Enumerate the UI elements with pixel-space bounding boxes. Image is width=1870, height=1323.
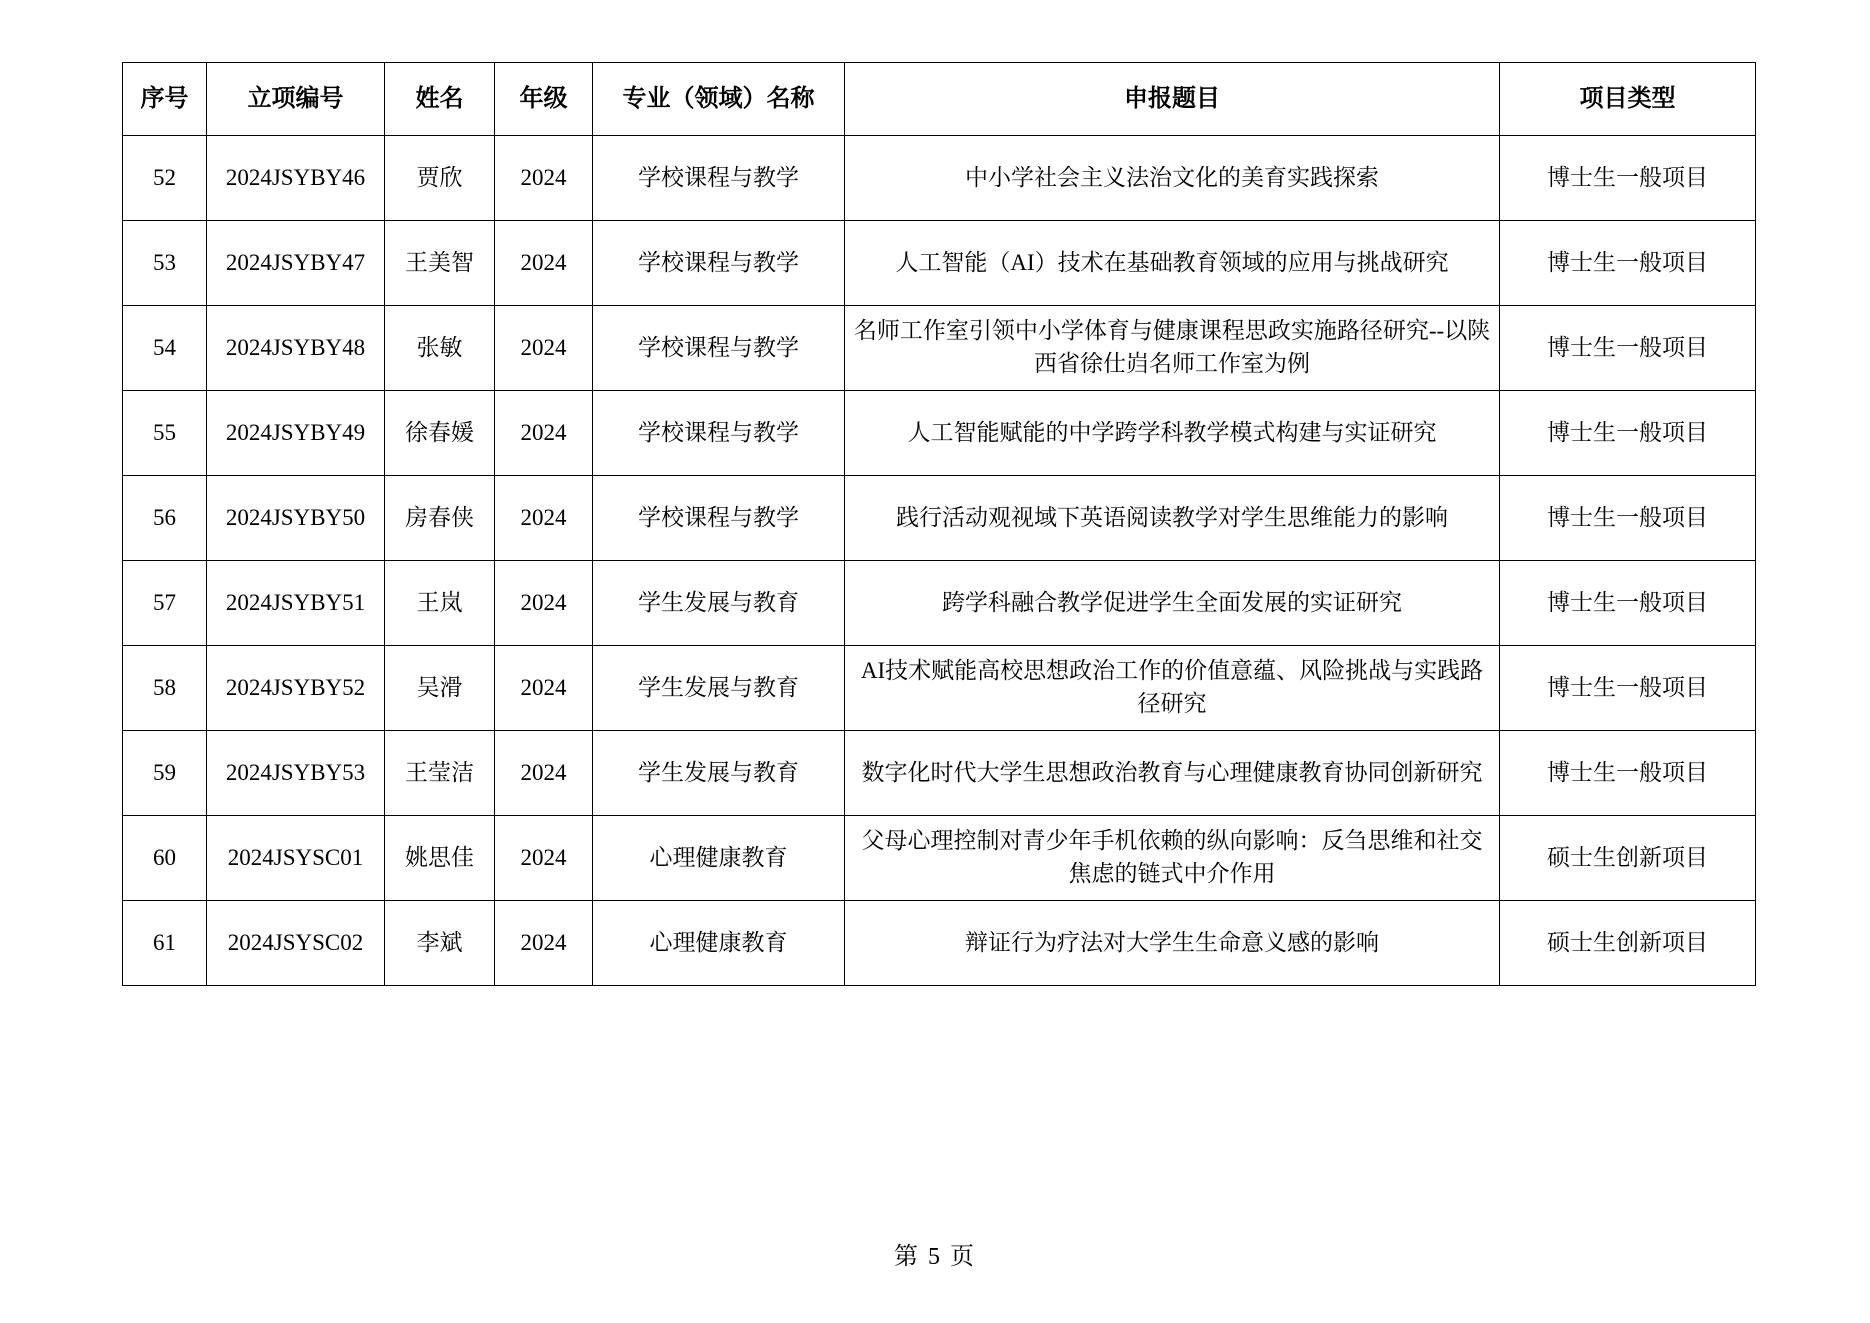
cell-name: 姚思佳 [385,816,495,901]
cell-name: 张敏 [385,306,495,391]
table-row [123,731,1756,816]
cell-seq: 56 [123,476,207,561]
cell-type: 博士生一般项目 [1500,136,1756,221]
cell-type: 博士生一般项目 [1500,561,1756,646]
table-row [123,901,1756,986]
cell-name: 王岚 [385,561,495,646]
cell-code: 2024JSYBY50 [207,476,385,561]
table-row [123,391,1756,476]
table-row [123,646,1756,731]
cell-major: 学校课程与教学 [593,391,845,476]
cell-name: 王莹洁 [385,731,495,816]
cell-title: 跨学科融合教学促进学生全面发展的实证研究 [845,561,1500,646]
cell-name: 王美智 [385,221,495,306]
cell-code: 2024JSYBY53 [207,731,385,816]
cell-name: 李斌 [385,901,495,986]
cell-title: 人工智能（AI）技术在基础教育领域的应用与挑战研究 [845,221,1500,306]
cell-type: 博士生一般项目 [1500,731,1756,816]
cell-seq: 59 [123,731,207,816]
cell-grade: 2024 [495,561,593,646]
column-header-grade: 年级 [495,63,593,136]
cell-grade: 2024 [495,816,593,901]
cell-grade: 2024 [495,136,593,221]
cell-title: AI技术赋能高校思想政治工作的价值意蕴、风险挑战与实践路径研究 [845,646,1500,731]
cell-major: 学校课程与教学 [593,136,845,221]
cell-major: 心理健康教育 [593,901,845,986]
cell-title: 人工智能赋能的中学跨学科教学模式构建与实证研究 [845,391,1500,476]
cell-grade: 2024 [495,646,593,731]
column-header-seq: 序号 [123,63,207,136]
cell-name: 徐春媛 [385,391,495,476]
cell-type: 博士生一般项目 [1500,391,1756,476]
column-header-title: 申报题目 [845,63,1500,136]
cell-type: 博士生一般项目 [1500,476,1756,561]
cell-title: 名师工作室引领中小学体育与健康课程思政实施路径研究--以陕西省徐仕岿名师工作室为例 [845,306,1500,391]
cell-major: 学校课程与教学 [593,476,845,561]
table-row [123,221,1756,306]
cell-code: 2024JSYBY52 [207,646,385,731]
cell-major: 学校课程与教学 [593,221,845,306]
cell-grade: 2024 [495,731,593,816]
cell-code: 2024JSYBY51 [207,561,385,646]
cell-grade: 2024 [495,391,593,476]
cell-seq: 58 [123,646,207,731]
column-header-major: 专业（领域）名称 [593,63,845,136]
cell-code: 2024JSYSC02 [207,901,385,986]
cell-code: 2024JSYBY46 [207,136,385,221]
page-footer: 第 5 页 [894,1244,976,1270]
column-header-name: 姓名 [385,63,495,136]
cell-major: 学校课程与教学 [593,306,845,391]
cell-major: 学生发展与教育 [593,646,845,731]
cell-type: 硕士生创新项目 [1500,816,1756,901]
cell-title: 中小学社会主义法治文化的美育实践探索 [845,136,1500,221]
column-header-code: 立项编号 [207,63,385,136]
cell-major: 学生发展与教育 [593,561,845,646]
cell-grade: 2024 [495,221,593,306]
cell-grade: 2024 [495,901,593,986]
cell-type: 硕士生创新项目 [1500,901,1756,986]
column-header-type: 项目类型 [1500,63,1756,136]
cell-major: 学生发展与教育 [593,731,845,816]
cell-code: 2024JSYBY48 [207,306,385,391]
cell-seq: 61 [123,901,207,986]
cell-code: 2024JSYBY49 [207,391,385,476]
cell-grade: 2024 [495,476,593,561]
cell-title: 辩证行为疗法对大学生生命意义感的影响 [845,901,1500,986]
project-table-container [122,62,1755,986]
cell-seq: 57 [123,561,207,646]
cell-name: 贾欣 [385,136,495,221]
cell-seq: 55 [123,391,207,476]
cell-code: 2024JSYBY47 [207,221,385,306]
table-row [123,306,1756,391]
cell-type: 博士生一般项目 [1500,221,1756,306]
cell-grade: 2024 [495,306,593,391]
project-table [122,62,1756,986]
table-row [123,136,1756,221]
cell-title: 父母心理控制对青少年手机依赖的纵向影响：反刍思维和社交焦虑的链式中介作用 [845,816,1500,901]
table-header [123,63,1756,136]
table-row [123,561,1756,646]
cell-major: 心理健康教育 [593,816,845,901]
cell-seq: 54 [123,306,207,391]
cell-seq: 53 [123,221,207,306]
cell-type: 博士生一般项目 [1500,306,1756,391]
cell-name: 吴滑 [385,646,495,731]
cell-title: 数字化时代大学生思想政治教育与心理健康教育协同创新研究 [845,731,1500,816]
table-body [123,136,1756,986]
table-row [123,816,1756,901]
cell-type: 博士生一般项目 [1500,646,1756,731]
cell-seq: 52 [123,136,207,221]
cell-seq: 60 [123,816,207,901]
table-header-row [123,63,1756,136]
cell-code: 2024JSYSC01 [207,816,385,901]
cell-name: 房春侠 [385,476,495,561]
table-row [123,476,1756,561]
cell-title: 践行活动观视域下英语阅读教学对学生思维能力的影响 [845,476,1500,561]
